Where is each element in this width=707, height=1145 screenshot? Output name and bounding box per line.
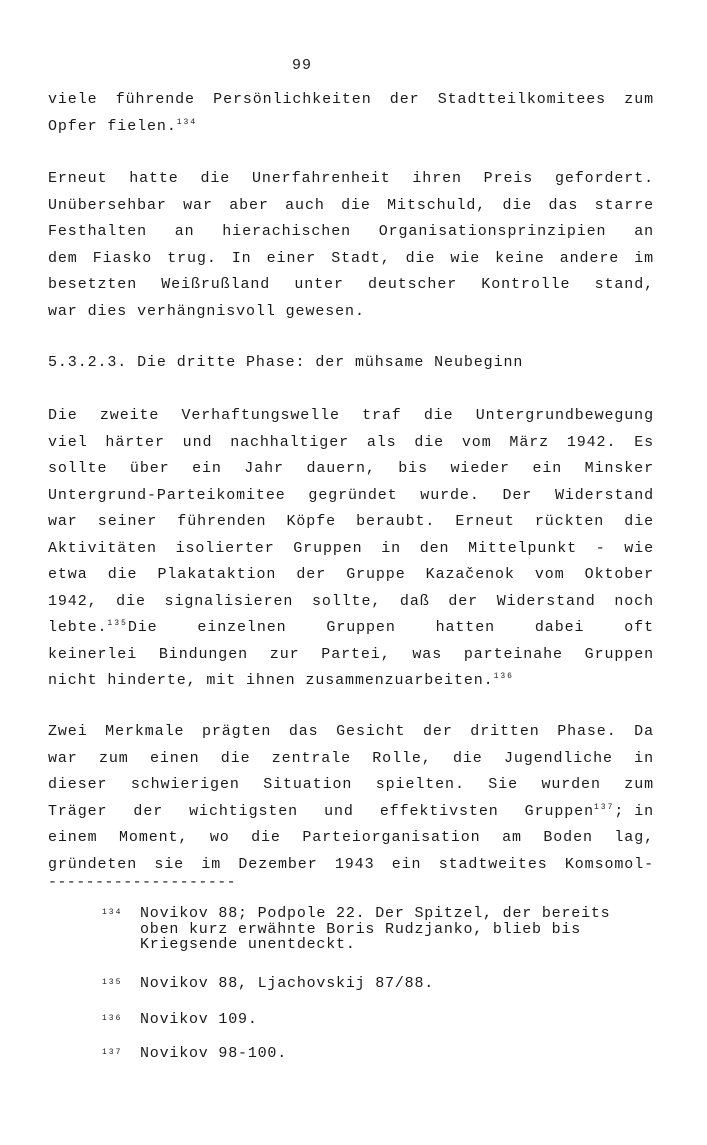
footnote-body (140, 1046, 662, 1062)
text-line: Unübersehbar war aber auch die Mitschuld, die das starre (48, 196, 654, 214)
page-number: 99 (291, 57, 312, 74)
text-line: Untergrund-Parteikomitee gegründet wurde. Der Widerstand (48, 486, 654, 504)
line-text: Träger der wichtigsten und effektivsten Gruppen (48, 802, 594, 820)
paragraph-4 (48, 719, 654, 878)
footnote-line: Novikov 88, Ljachovskij 87/88. (140, 975, 435, 992)
text-line: war zum einen die zentrale Rolle, die Jugendliche in (48, 749, 654, 767)
footnote-137 (102, 1046, 662, 1062)
text-line: gründeten sie im Dezember 1943 ein stadtweites Komsomol- (48, 855, 654, 873)
paragraph-3 (48, 403, 654, 695)
text-line: keinerlei Bindungen zur Partei, was parteinahe Gruppen (48, 645, 654, 663)
text-line: etwa die Plakataktion der Gruppe Kazačenok vom Oktober (48, 566, 654, 583)
footnote-line: Novikov 109. (140, 1011, 258, 1028)
footnote-number: 135 (102, 978, 123, 987)
section-heading (48, 350, 654, 377)
text-line: viel härter und nachhaltiger als die vom März 1942. Es (48, 433, 654, 451)
footnote-number: 136 (102, 1014, 123, 1023)
text-line: dieser schwierigen Situation spielten. Sie wurden zum (48, 776, 654, 793)
line-text: nicht hinderte, mit ihnen zusammenzuarbeiten. (48, 672, 494, 689)
paragraph-2 (48, 166, 654, 325)
text-line: war seiner führenden Köpfe beraubt. Erneut rückten die (48, 513, 654, 530)
text-line: sollte über ein Jahr dauern, bis wieder ein Minsker (48, 460, 654, 477)
text-line: viele führende Persönlichkeiten der Stadtteilkomitees zum (48, 91, 654, 108)
line-text: lebte. (48, 619, 108, 636)
footnote-ref-134[interactable]: 134 (176, 117, 198, 127)
footnote-135 (102, 976, 662, 992)
text-line (48, 615, 654, 642)
text-line: Erneut hatte die Unerfahrenheit ihren Preis gefordert. (48, 170, 654, 187)
text-line: Festhalten an hierachischen Organisationsprinzipien an (48, 223, 654, 240)
paragraph-1 (48, 87, 654, 140)
footnote-body (140, 976, 662, 992)
footnote-ref-137[interactable]: 137 (593, 802, 615, 812)
footnote-body (140, 1012, 662, 1028)
text-line (48, 668, 654, 695)
text-line: dem Fiasko trug. In einer Stadt, die wie keine andere im (48, 249, 654, 267)
footnote-separator: -------------------- (48, 874, 237, 891)
footnote-134 (102, 906, 662, 953)
text-line: einem Moment, wo die Parteiorganisation am Boden lag, (48, 829, 654, 846)
line-text-rest: ; in (614, 802, 654, 820)
text-line: Zwei Merkmale prägten das Gesicht der dritten Phase. Da (48, 723, 654, 740)
heading-text: 5.3.2.3. Die dritte Phase: der mühsame Neubeginn (48, 354, 524, 371)
footnote-number: 134 (102, 908, 123, 917)
footnote-ref-135[interactable]: 135 (107, 619, 128, 628)
text-line: Die zweite Verhaftungswelle traf die Untergrundbewegung (48, 407, 654, 424)
text-line: 1942, die signalisieren sollte, daß der Widerstand noch (48, 592, 654, 610)
footnote-line: Novikov 98-100. (140, 1045, 288, 1062)
text-line (48, 799, 654, 826)
footnote-number: 137 (102, 1048, 123, 1057)
text-line: war dies verhängnisvoll gewesen. (48, 302, 365, 320)
footnote-line: Novikov 88; Podpole 22. Der Spitzel, der bereits (140, 905, 611, 922)
text-line (48, 114, 654, 141)
footnote-line: Kriegsende unentdeckt. (140, 936, 356, 953)
line-text: Opfer fielen. (48, 117, 177, 135)
footnote-136 (102, 1012, 662, 1028)
line-text-rest: Die einzelnen Gruppen hatten dabei oft (127, 619, 654, 636)
footnote-ref-136[interactable]: 136 (493, 672, 514, 681)
text-line: besetzten Weißrußland unter deutscher Kontrolle stand, (48, 276, 654, 293)
text-line: Aktivitäten isolierter Gruppen in den Mittelpunkt - wie (48, 539, 654, 557)
footnote-line: oben kurz erwähnte Boris Rudzjanko, blieb bis (140, 920, 582, 938)
footnote-body (140, 906, 662, 953)
